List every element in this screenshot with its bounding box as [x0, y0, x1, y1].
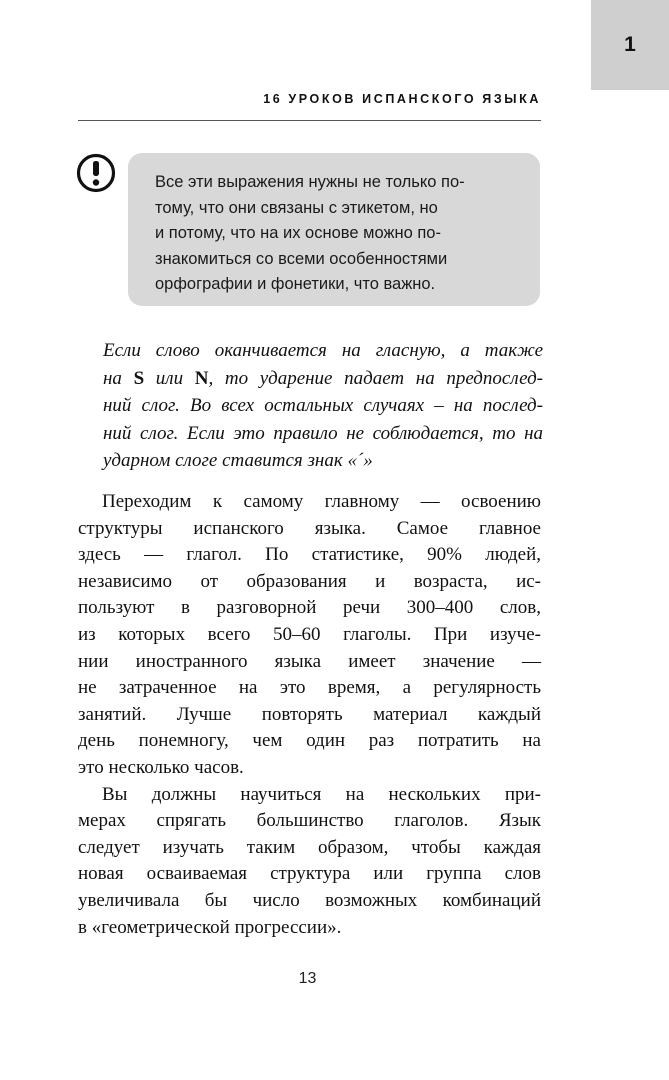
note-callout — [128, 153, 540, 306]
paragraph-line: пользуют в разговорной речи 300–400 слов, — [78, 597, 541, 619]
paragraph-line: из которых всего 50–60 глаголы. При изуче- — [78, 623, 541, 645]
running-head: 16 УРОКОВ ИСПАНСКОГО ЯЗЫКА — [263, 92, 541, 106]
paragraph-line: в «геометрической прогрессии». — [78, 916, 342, 938]
stress-rule — [103, 337, 543, 475]
note-line: и потому, что на их основе можно по- — [155, 224, 441, 242]
note-line: орфографии и фонетики, что важно. — [155, 275, 436, 293]
letter-n: N — [194, 367, 209, 389]
paragraph-line: день понемногу, чем один раз потратить на — [78, 730, 541, 752]
rule-text: или — [155, 367, 184, 389]
paragraph-line: занятий. Лучше повторять материал каждый — [78, 703, 541, 725]
rule-line — [103, 365, 543, 393]
rule-text: , то ударение падает на предпослед- — [208, 367, 544, 389]
note-line: знакомиться со всеми особенностями — [155, 249, 448, 268]
paragraph-line: не затраченное на это время, а регулярность — [78, 677, 541, 699]
chapter-tab — [591, 0, 669, 90]
paragraph-line: независимо от образования и возраста, ис- — [78, 570, 541, 592]
exclamation-circle-icon — [76, 153, 116, 193]
note-line: Все эти выражения нужны не только по- — [155, 173, 465, 191]
rule-text: на — [103, 367, 122, 389]
paragraph-line: это несколько часов. — [78, 756, 244, 778]
body-text — [78, 489, 541, 941]
rule-line: ний слог. Во всех остальных случаях – на послед- — [103, 395, 543, 416]
paragraph-line: нии иностранного языка имеет значение — — [78, 650, 541, 672]
header-divider — [78, 120, 541, 121]
letter-s: S — [133, 367, 145, 389]
paragraph-line: Переходим к самому главному — освоению — [102, 491, 541, 512]
note-line: тому, что они связаны с этикетом, но — [155, 198, 438, 217]
paragraph-line: структуры испанского языка. Самое главное — [78, 517, 541, 539]
rule-line: Если слово оканчивается на гласную, а также — [103, 340, 543, 361]
paragraph-line: увеличивала бы число возможных комбинаций — [78, 889, 541, 911]
paragraph-line: новая осваиваемая структура или группа слов — [78, 863, 541, 885]
paragraph-line: Вы должны научиться на нескольких при- — [102, 783, 541, 805]
rule-line: ний слог. Если это правило не соблюдается, то на — [103, 422, 543, 444]
chapter-number: 1 — [624, 33, 636, 56]
paragraph-line: следует изучать таким образом, чтобы каждая — [78, 836, 541, 858]
paragraph-line: мерах спрягать большинство глаголов. Язык — [78, 810, 541, 832]
rule-line: ударном слоге ставится знак «´» — [103, 450, 373, 471]
page-number: 13 — [298, 970, 317, 987]
paragraph-line: здесь — глагол. По статистике, 90% людей, — [78, 544, 541, 566]
